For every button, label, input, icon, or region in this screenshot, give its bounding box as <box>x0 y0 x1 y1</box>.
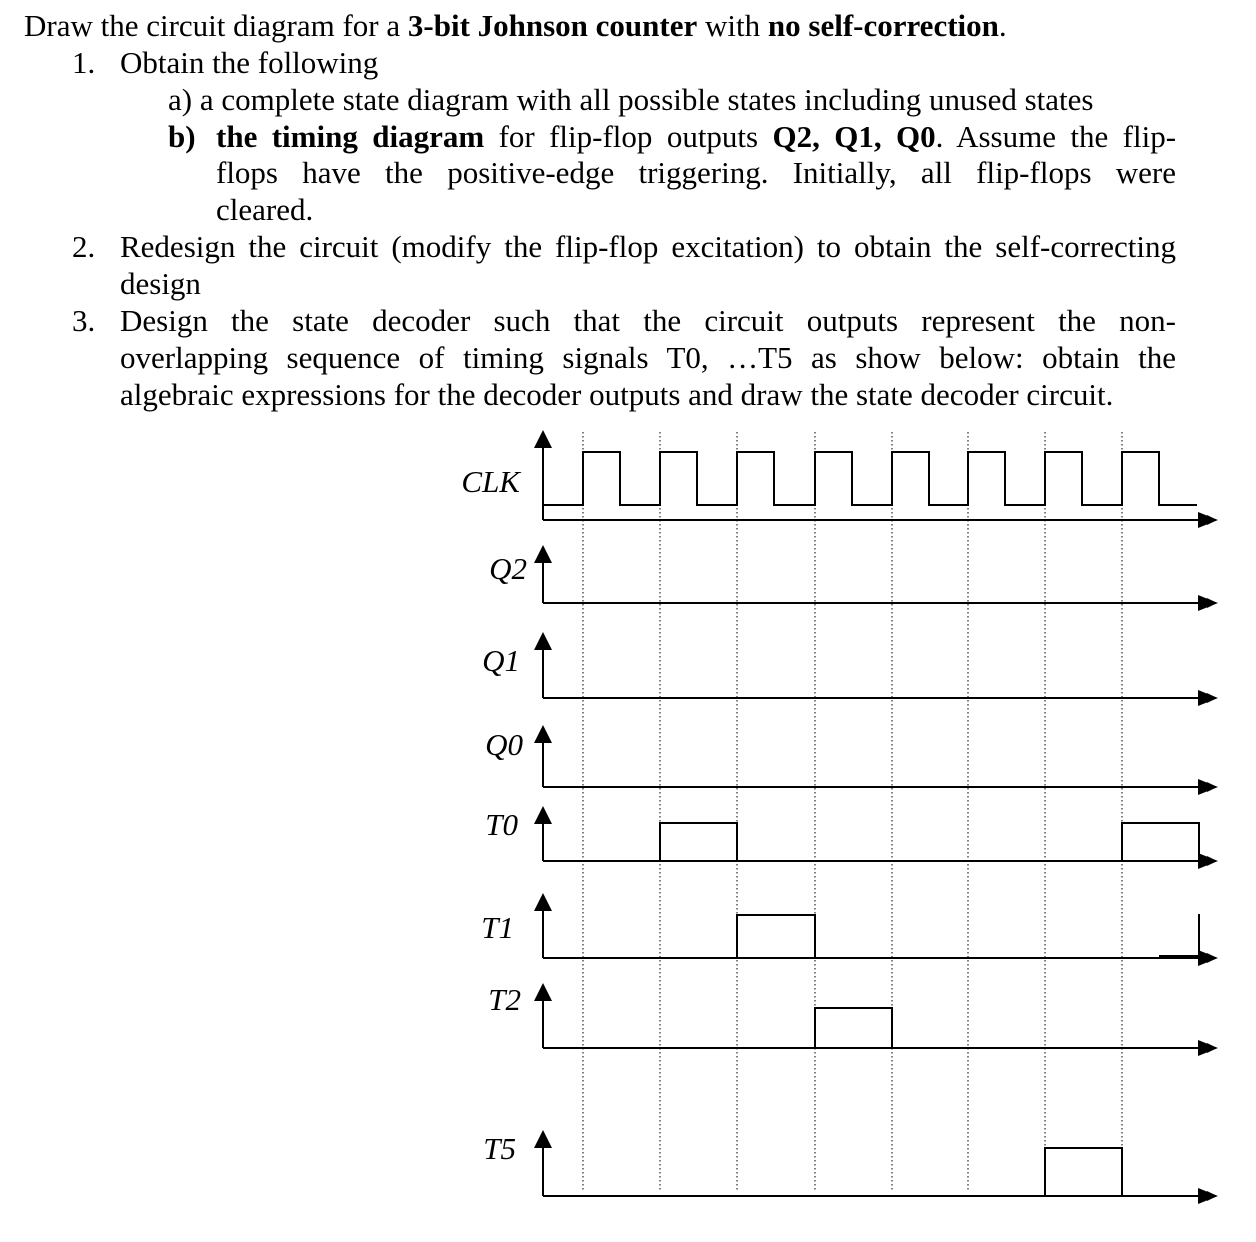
axis-t0-up-arrow-icon <box>534 806 552 824</box>
axis-q0-right-arrow-icon <box>1198 779 1218 795</box>
timing-gridlines <box>583 432 1122 1192</box>
item-3-line-3: algebraic expressions for the decoder outputs and draw the state decoder circuit. <box>120 377 1114 412</box>
item-1-number: 1. <box>72 45 96 80</box>
t0-pulse-2 <box>1122 823 1199 861</box>
signal-label-q2: Q2 <box>489 551 527 587</box>
axis-q0-up-arrow-icon <box>534 725 552 743</box>
item-1-text: Obtain the following <box>120 45 379 80</box>
axis-t1-up-arrow-icon <box>534 893 552 911</box>
signal-label-t1: T1 <box>481 910 514 946</box>
intro-prefix: Draw the circuit diagram for a <box>24 8 408 43</box>
item-2-number: 2. <box>72 229 96 264</box>
t1-pulse-2 <box>1159 915 1200 956</box>
signal-label-t2: T2 <box>488 982 521 1018</box>
t0-pulse-1 <box>660 823 737 861</box>
timing-waveforms <box>543 452 1200 1196</box>
clk-waveform <box>543 452 1197 505</box>
axis-q2-right-arrow-icon <box>1198 595 1218 611</box>
signal-label-clk: CLK <box>461 464 520 500</box>
signal-label-q1: Q1 <box>482 643 520 679</box>
axis-t5-right-arrow-icon <box>1198 1188 1218 1204</box>
item-1a-text: a) a complete state diagram with all possible states including unused states <box>168 82 1094 117</box>
axis-q1-up-arrow-icon <box>534 632 552 650</box>
item-3-number: 3. <box>72 303 96 338</box>
item-1b-bold-outputs: Q2, Q1, Q0 <box>772 119 936 154</box>
axis-t2-right-arrow-icon <box>1198 1040 1218 1056</box>
item-1b-line-2: flops have the positive-edge triggering. Initially, all flip-flops were <box>216 155 1176 190</box>
axis-clk-up-arrow-icon <box>534 430 552 448</box>
intro-bold-no-correction: no self-correction <box>767 8 999 43</box>
t2-pulse-1 <box>815 1008 892 1048</box>
axis-q2-up-arrow-icon <box>534 545 552 563</box>
item-2-line-1: Redesign the circuit (modify the flip-flop excitation) to obtain the self-correcting <box>120 229 1176 264</box>
t1-pulse-1 <box>737 915 815 958</box>
axis-q1-right-arrow-icon <box>1198 690 1218 706</box>
item-3-line-2: overlapping sequence of timing signals T0, …T5 as show below: obtain the <box>120 340 1176 375</box>
item-2-line-2: design <box>120 266 201 301</box>
intro-suffix: . <box>998 8 1007 43</box>
item-1b-line-3: cleared. <box>216 192 314 227</box>
item-3-line-1: Design the state decoder such that the circuit outputs represent the non- <box>120 303 1176 338</box>
intro-mid: with <box>697 8 768 43</box>
item-1b-label: b) <box>168 119 196 154</box>
signal-label-q0: Q0 <box>485 727 523 763</box>
signal-label-t0: T0 <box>485 807 518 843</box>
axis-t2-up-arrow-icon <box>534 983 552 1001</box>
timing-labels <box>461 464 527 1166</box>
intro-bold-counter: 3-bit Johnson counter <box>407 8 698 43</box>
timing-axes <box>534 430 1218 1204</box>
item-1b-line-1: the timing diagram for flip-flop outputs Q2, Q1, Q0. Assume the flip- <box>216 119 1177 154</box>
axis-t5-up-arrow-icon <box>534 1130 552 1148</box>
signal-label-t5: T5 <box>483 1131 516 1167</box>
axis-t0-right-arrow-icon <box>1198 853 1218 869</box>
axis-t1-right-arrow-icon <box>1198 950 1218 966</box>
t5-pulse-1 <box>1045 1148 1122 1196</box>
axis-clk-right-arrow-icon <box>1198 512 1218 528</box>
item-1b-bold-timing: the timing diagram <box>216 119 485 154</box>
